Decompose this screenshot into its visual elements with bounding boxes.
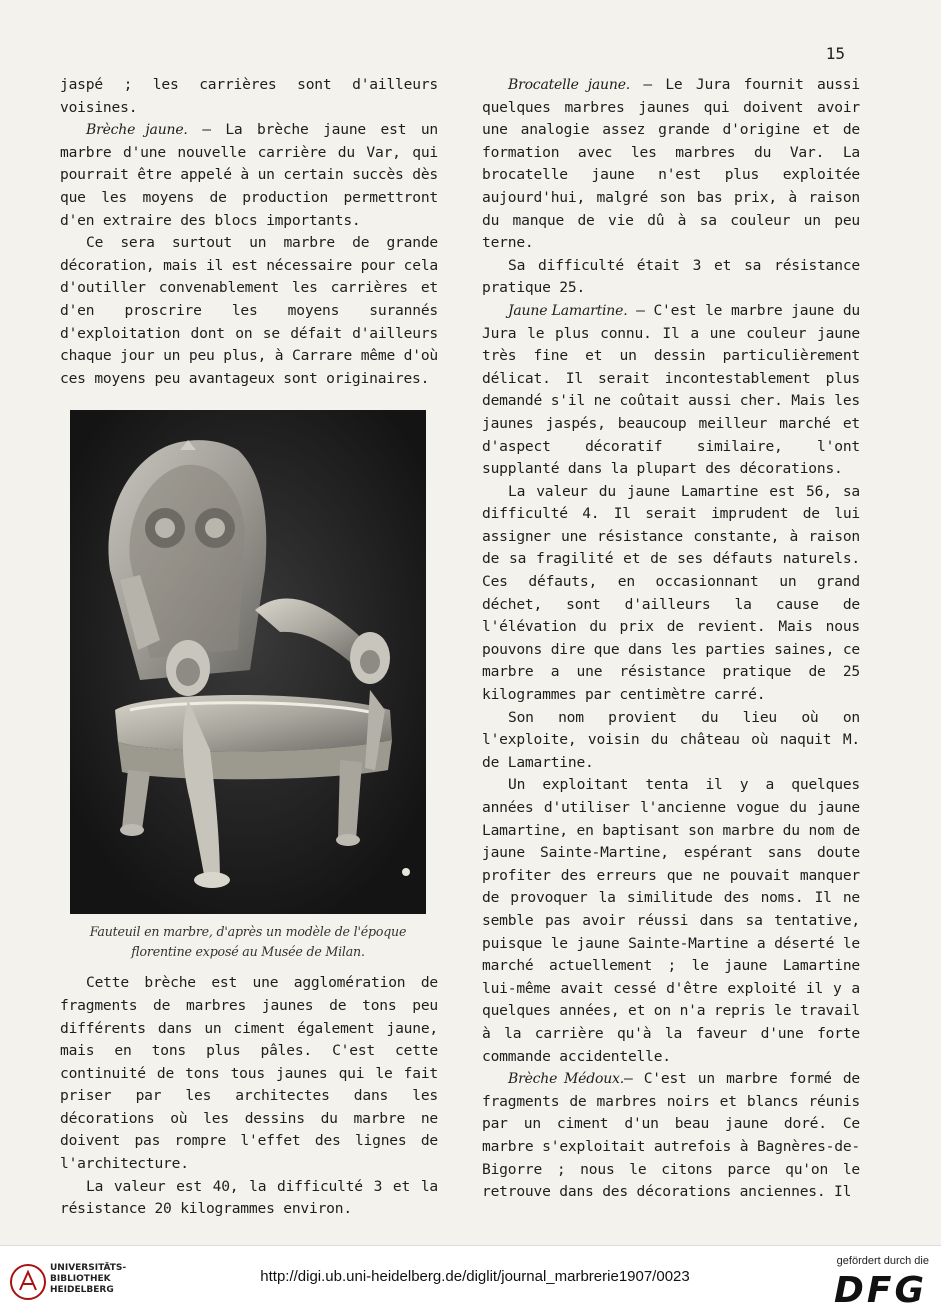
figure — [70, 410, 426, 962]
paragraph: La valeur du jaune Lamartine est 56, sa difficulté 4. Il serait imprudent de lui assigner une résistance constante, à raison de sa fragilité et de ses défauts naturels. Ces défauts, en occasionnant un grand déchet, sont d'ailleurs la cause de l'élévation du prix de revient. Mais nous pouvons dire que dans les parties saines, ce marbre a une résistance pratique de 25 kilogrammes par centimètre carré. — [482, 482, 860, 704]
paragraph: Un exploitant tenta il y a quelques années d'utiliser l'ancienne vogue du jaune Lamartine, en baptisant son marbre du nom de jaune Sainte-Martine, espérant sans doute profiter des erreurs que ne pouvait manquer de provoquer la similitude des noms. Il ne semble pas avoir réussi dans sa tentative, puisque le jaune Sainte-Martine a déserté le marché actuellement ; le jaune Lamartine lui-même avait cessé d'être exploité il y a quelques années, et on n'a repris le travail à la carrière qu'à la faveur d'une forte commande accidentelle. — [482, 776, 860, 1065]
armchair-photo — [70, 410, 426, 914]
left-column — [60, 74, 438, 1221]
viewer-footer — [0, 1245, 941, 1315]
paragraph: Brèche jaune. — La brèche jaune est un marbre d'une nouvelle carrière du Var, qui pourrait être appelé à un certain succès dès que les moyens de production permettront d'en extraire des blocs importants. — [60, 121, 439, 229]
paragraph: Brocatelle jaune. — Le Jura fournit aussi quelques marbres jaunes qui doivent avoir une analogie assez grande d'origine et de formation avec les marbres du Var. La brocatelle jaune n'est plus exploitée aujourd'hui, malgré son bas prix, à raison du manque de vie dû à sa couleur un peu terne. — [482, 76, 860, 252]
dfg-logo: DFG — [833, 1270, 927, 1311]
section-title: Brèche jaune. — [86, 122, 188, 139]
paragraph: Jaune Lamartine. — C'est le marbre jaune du Jura le plus connu. Il a une couleur jaune très fine et un dessin particulièrement délicat. Il serait incontestablement plus demandé s'il ne coûtait aussi cher. Mais les jaunes jaspés, beaucoup meilleur marché et d'aspect décoratif similaire, l'ont supplanté dans la plupart des décorations. — [482, 301, 861, 478]
section-title: Brocatelle jaune. — [508, 77, 631, 93]
paragraph: Ce sera surtout un marbre de grande décoration, mais il est nécessaire pour cela d'outiller convenablement les carrières et d'en proscrire les moyens surannés d'exploitation dont on se défait d'ailleurs chaque jour un peu plus, à Carrare même d'où ces moyens peu avantageux sont originaires. — [60, 234, 438, 387]
paragraph: jaspé ; les carrières sont d'ailleurs voisines. — [60, 76, 438, 116]
paragraph: Sa difficulté était 3 et sa résistance pratique 25. — [482, 256, 860, 297]
paragraph: Cette brèche est une agglomération de fragments de marbres jaunes de tons peu différents dans un ciment également jaune, mais en tons plus pâles. C'est cette continuité de tons tous jaunes qui le fait priser par les architectes dans les décorations où les dessins du marbre ne doivent pas rompre l'effet des lignes de l'architecture. — [60, 974, 438, 1173]
paragraph: Brèche Médoux.— C'est un marbre formé de fragments de marbres noirs et blancs réunis par un ciment d'un beau jaune doré. Ce marbre s'exploitait autrefois à Bagnères-de-Bigorre ; nous le citons parce qu'on le retrouve dans des décorations anciennes. Il — [482, 1070, 860, 1201]
paragraph: Son nom provient du lieu où on l'exploite, voisin du château où naquit M. de Lamartine. — [482, 708, 860, 771]
section-title: Brèche Médoux. — [508, 1071, 624, 1088]
right-column — [482, 74, 860, 1204]
figure-caption: Fauteuil en marbre, d'après un modèle de l'époque florentine exposé au Musée de Milan. — [89, 924, 407, 960]
page-number: 15 — [825, 44, 845, 63]
funded-by-label: gefördert durch die — [836, 1255, 929, 1267]
permalink-url[interactable]: http://digi.ub.uni-heidelberg.de/diglit/journal_marbrerie1907/0023 — [260, 1268, 690, 1285]
library-name: UNIVERSITÄTS- BIBLIOTHEK HEIDELBERG — [50, 1263, 127, 1295]
paragraph: La valeur est 40, la difficulté 3 et la résistance 20 kilogrammes environ. — [60, 1177, 438, 1218]
section-title: Jaune Lamartine. — [508, 302, 628, 319]
